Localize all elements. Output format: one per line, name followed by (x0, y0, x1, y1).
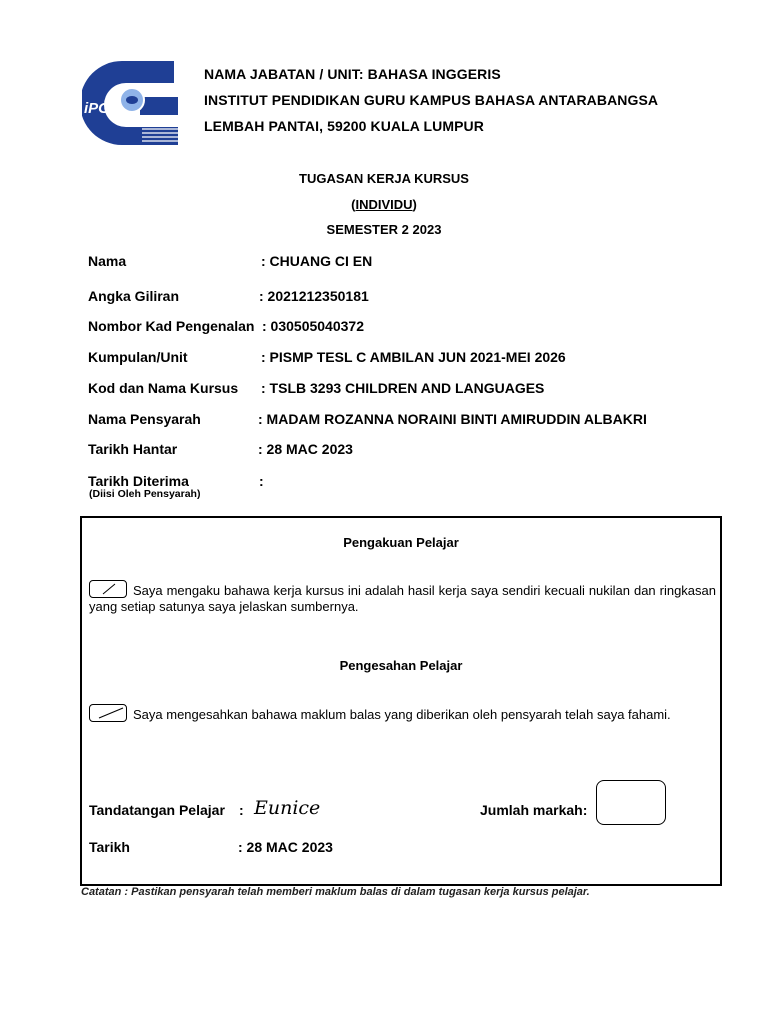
marks-box[interactable] (596, 780, 666, 825)
address-line: LEMBAH PANTAI, 59200 KUALA LUMPUR (204, 118, 484, 134)
field-submit-date-value: : 28 MAC 2023 (258, 441, 353, 457)
date-value: : 28 MAC 2023 (238, 839, 333, 855)
field-submit-date-label: Tarikh Hantar (88, 441, 178, 457)
confirmation-heading: Pengesahan Pelajar (339, 658, 463, 673)
field-ic-label: Nombor Kad Pengenalan (88, 318, 255, 334)
field-group-label: Kumpulan/Unit (88, 349, 188, 365)
institute-logo (82, 57, 180, 149)
field-lecturer-value: : MADAM ROZANNA NORAINI BINTI AMIRUDDIN ALBAKRI (258, 411, 647, 427)
field-name-value: : CHUANG CI EN (261, 253, 373, 269)
date-label: Tarikh (89, 839, 130, 855)
field-received-date-label: Tarikh Diterima (88, 473, 189, 489)
field-ic-value: : 030505040372 (262, 318, 364, 334)
declaration-heading: Pengakuan Pelajar (343, 535, 459, 550)
svg-text:iPG: iPG (84, 100, 110, 117)
received-note: (Diisi Oleh Pensyarah) (89, 488, 201, 500)
coursework-title: TUGASAN KERJA KURSUS (299, 171, 469, 186)
field-name-label: Nama (88, 253, 127, 269)
student-signature: Eunice (254, 797, 321, 819)
field-course-value: : TSLB 3293 CHILDREN AND LANGUAGES (261, 380, 545, 396)
signature-colon: : (239, 802, 244, 818)
field-index-label: Angka Giliran (88, 288, 180, 304)
declaration-box (80, 516, 722, 886)
field-index-value: : 2021212350181 (259, 288, 369, 304)
footnote: Catatan : Pastikan pensyarah telah memberi maklum balas di dalam tugasan kerja kursus pelajar. (81, 886, 590, 898)
signature-label: Tandatangan Pelajar (89, 802, 225, 818)
field-course-label: Kod dan Nama Kursus (88, 380, 239, 396)
field-group-value: : PISMP TESL C AMBILAN JUN 2021-MEI 2026 (261, 349, 566, 365)
field-lecturer-label: Nama Pensyarah (88, 411, 201, 427)
field-received-date-value: : (259, 473, 264, 489)
declaration-statement: Saya mengaku bahawa kerja kursus ini adalah hasil kerja saya sendiri kecuali nukilan dan ringkasan yang setiap satunya saya jelaskan sumbernya. (89, 580, 716, 615)
marks-label: Jumlah markah: (480, 802, 588, 818)
semester: SEMESTER 2 2023 (326, 222, 442, 237)
institute-line: INSTITUT PENDIDIKAN GURU KAMPUS BAHASA ANTARABANGSA (204, 92, 659, 108)
confirmation-checkbox[interactable] (89, 704, 127, 722)
department-line: NAMA JABATAN / UNIT: BAHASA INGGERIS (204, 66, 501, 82)
coursework-type: (INDIVIDU) (351, 197, 417, 212)
declaration-checkbox[interactable] (89, 580, 127, 598)
confirmation-statement: Saya mengesahkan bahawa maklum balas yang diberikan oleh pensyarah telah saya fahami. (89, 704, 716, 723)
